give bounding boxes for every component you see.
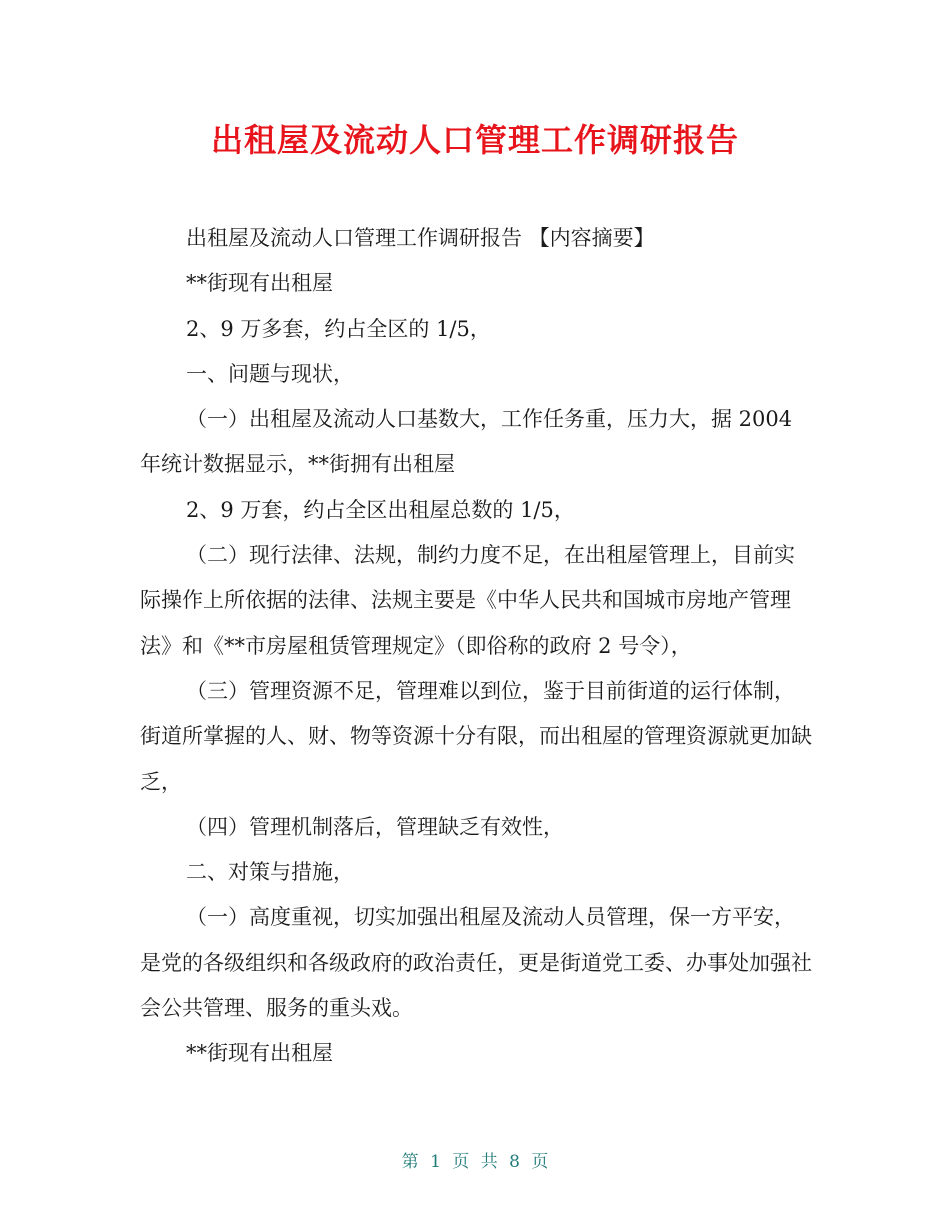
- paragraph: （三）管理资源不足，管理难以到位，鉴于目前街道的运行体制，街道所掌握的人、财、物等资源十分有限，而出租屋的管理资源就更加缺乏，: [140, 678, 812, 794]
- page-number-footer: 第 1 页 共 8 页: [401, 1152, 549, 1172]
- paragraph: **街现有出租屋: [186, 1041, 333, 1066]
- paragraph: 2、9 万多套，约占全区的 1/5，: [186, 316, 491, 341]
- paragraph: 2、9 万套，约占全区出租屋总数的 1/5，: [186, 497, 575, 522]
- paragraph: （二）现行法律、法规，制约力度不足，在出租屋管理上，目前实际操作上所依据的法律、法规主要是《中华人民共和国城市房地产管理法》和《**市房屋租赁管理规定》（即俗称的政府 2 号令），: [140, 543, 795, 658]
- paragraph: （一）出租屋及流动人口基数大，工作任务重，压力大，据 2004 年统计数据显示，**街拥有出租屋: [140, 407, 793, 477]
- document-title: 出租屋及流动人口管理工作调研报告: [210, 121, 739, 159]
- paragraph: **街现有出租屋: [186, 271, 333, 296]
- paragraph: （一）高度重视，切实加强出租屋及流动人员管理，保一方平安，是党的各级组织和各级政府的政治责任，更是街道党工委、办事处加强社会公共管理、服务的重头戏。: [140, 905, 812, 1021]
- document-body: [140, 216, 812, 1077]
- paragraph: （四）管理机制落后，管理缺乏有效性，: [186, 814, 564, 839]
- paragraph: 二、对策与措施，: [186, 860, 354, 885]
- paragraph: 一、问题与现状，: [186, 361, 354, 386]
- paragraph: 出租屋及流动人口管理工作调研报告 【内容摘要】: [186, 226, 655, 250]
